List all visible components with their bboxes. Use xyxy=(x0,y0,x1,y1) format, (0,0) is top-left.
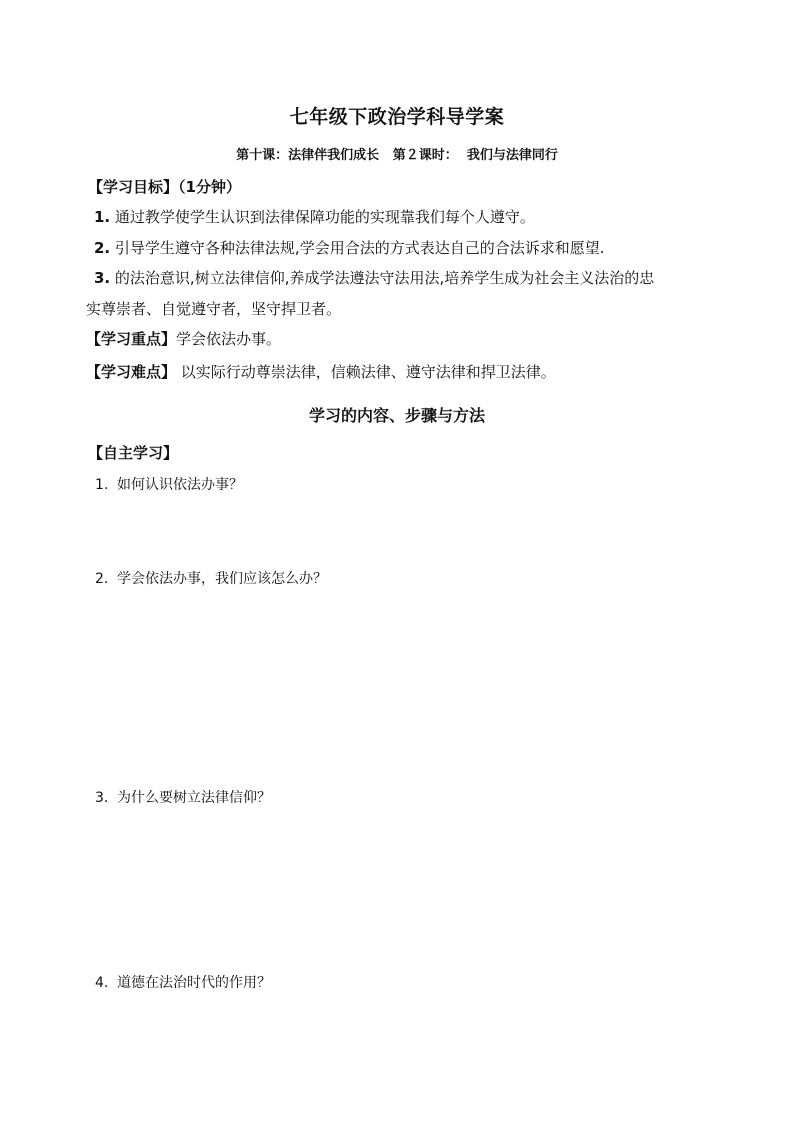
objective-num: 2. xyxy=(94,239,111,257)
lesson-subtitle xyxy=(0,144,794,163)
question-text: 为什么要树立法律信仰？ xyxy=(117,790,271,806)
difficulty xyxy=(86,361,556,382)
question-text: 如何认识依法办事？ xyxy=(117,477,243,493)
question-num: 4. xyxy=(95,975,109,991)
question-3 xyxy=(95,787,271,807)
lesson-period: 第２课时： xyxy=(392,148,458,163)
objective-num: 1. xyxy=(94,208,111,226)
key-point-heading: 【学习重点】 xyxy=(86,330,177,348)
objectives-heading: 【学习目标】（1分钟） xyxy=(88,178,241,196)
objective-num: 3. xyxy=(94,269,111,287)
question-text: 道德在法治时代的作用？ xyxy=(117,975,271,991)
objective-item-1 xyxy=(94,206,535,227)
section-title: 学习的内容、步骤与方法 xyxy=(308,406,485,425)
key-point-text: 学会依法办事。 xyxy=(176,330,282,348)
difficulty-text: 以实际行动尊崇法律，信赖法律、遵守法律和捍卫法律。 xyxy=(180,363,556,381)
key-point xyxy=(86,328,281,349)
lesson-name: 第十课：法律伴我们成长 xyxy=(236,148,380,163)
question-num: 3. xyxy=(95,790,109,806)
document-title: 七年级下政治学科导学案 xyxy=(289,106,505,128)
lesson-topic: 我们与法律同行 xyxy=(466,148,558,163)
objective-item-3 xyxy=(94,267,654,288)
question-4 xyxy=(95,972,271,992)
objective-text: 引导学生遵守各种法律法规,学会用合法的方式表达自己的合法诉求和愿望. xyxy=(114,239,605,257)
objective-text: 通过教学使学生认识到法律保障功能的实现靠我们每个人遵守。 xyxy=(114,208,535,226)
question-2 xyxy=(95,568,327,588)
objective-item-2 xyxy=(94,237,604,258)
difficulty-heading: 【学习难点】 xyxy=(86,363,177,381)
objective-text: 的法治意识,树立法律信仰,养成学法遵法守法用法,培养学生成为社会主义法治的忠 xyxy=(114,269,655,287)
question-1 xyxy=(95,474,243,494)
objective-item-3-continued: 实尊崇者、自觉遵守者，坚守捍卫者。 xyxy=(86,300,342,318)
question-num: 2. xyxy=(95,571,109,587)
question-text: 学会依法办事，我们应该怎么办？ xyxy=(117,571,327,587)
self-study-heading: 【自主学习】 xyxy=(88,444,179,462)
question-num: 1. xyxy=(95,477,109,493)
